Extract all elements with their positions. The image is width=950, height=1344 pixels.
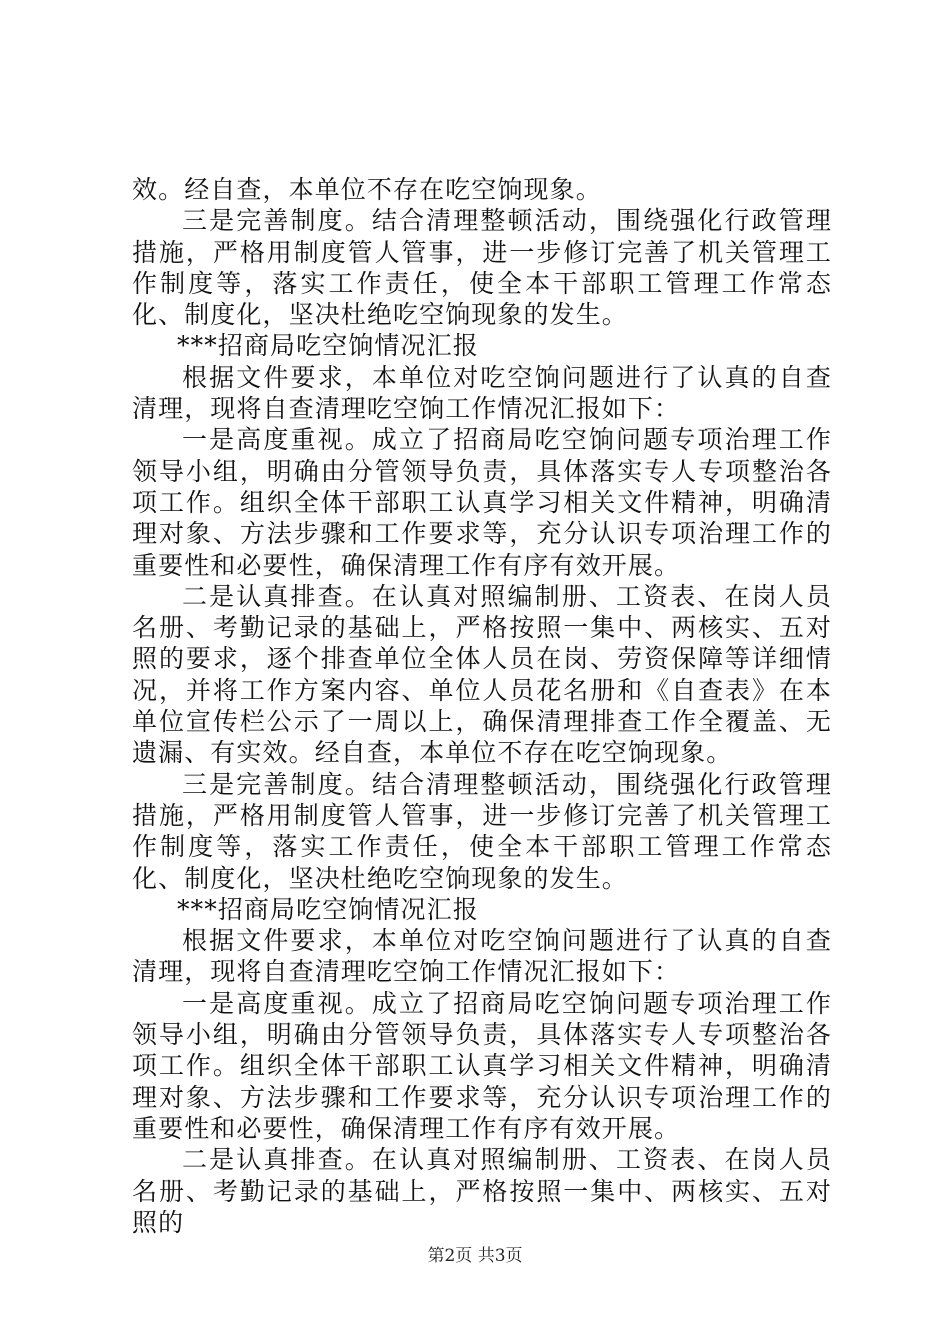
document-body bbox=[132, 174, 832, 1238]
paragraph-improve-system: 三是完善制度。结合清理整顿活动，围绕强化行政管理措施，严格用制度管人管事，进一步修订完善了机关管理工作制度等，落实工作责任，使全本干部职工管理工作常态化、制度化，坚决杜绝吃空饷现象的发生。 bbox=[132, 769, 832, 893]
section-heading: ***招商局吃空饷情况汇报 bbox=[177, 894, 479, 924]
page-number: 第2页 共3页 bbox=[427, 1246, 523, 1266]
paragraph-intro: 根据文件要求，本单位对吃空饷问题进行了认真的自查清理，现将自查清理吃空饷工作情况汇报如下： bbox=[132, 362, 832, 424]
paragraph-careful-check: 二是认真排查。在认真对照编制册、工资表、在岗人员名册、考勤记录的基础上，严格按照一集中、两核实、五对照的 bbox=[132, 1145, 832, 1237]
paragraph-intro: 根据文件要求，本单位对吃空饷问题进行了认真的自查清理，现将自查清理吃空饷工作情况汇报如下： bbox=[132, 926, 832, 987]
section-heading: ***招商局吃空饷情况汇报 bbox=[177, 331, 479, 361]
paragraph-continuation: 效。经自查，本单位不存在吃空饷现象。 bbox=[132, 175, 602, 204]
paragraph-high-attention: 一是高度重视。成立了招商局吃空饷问题专项治理工作领导小组，明确由分管领导负责，具体落实专人专项整治各项工作。组织全体干部职工认真学习相关文件精神，明确清理对象、方法步骤和工作要求等，充分认识专项治理工作的重要性和必要性，确保清理工作有序有效开展。 bbox=[132, 425, 832, 580]
paragraph-improve-system: 三是完善制度。结合清理整顿活动，围绕强化行政管理措施，严格用制度管人管事，进一步修订完善了机关管理工作制度等，落实工作责任，使全本干部职工管理工作常态化、制度化，坚决杜绝吃空饷现象的发生。 bbox=[132, 206, 832, 330]
paragraph-careful-check: 二是认真排查。在认真对照编制册、工资表、在岗人员名册、考勤记录的基础上，严格按照一集中、两核实、五对照的要求，逐个排查单位全体人员在岗、劳资保障等详细情况，并将工作方案内容、单位人员花名册和《自查表》在本单位宣传栏公示了一周以上，确保清理排查工作全覆盖、无遗漏、有实效。经自查，本单位不存在吃空饷现象。 bbox=[132, 581, 832, 768]
paragraph-high-attention: 一是高度重视。成立了招商局吃空饷问题专项治理工作领导小组，明确由分管领导负责，具体落实专人专项整治各项工作。组织全体干部职工认真学习相关文件精神，明确清理对象、方法步骤和工作要求等，充分认识专项治理工作的重要性和必要性，确保清理工作有序有效开展。 bbox=[132, 988, 832, 1143]
